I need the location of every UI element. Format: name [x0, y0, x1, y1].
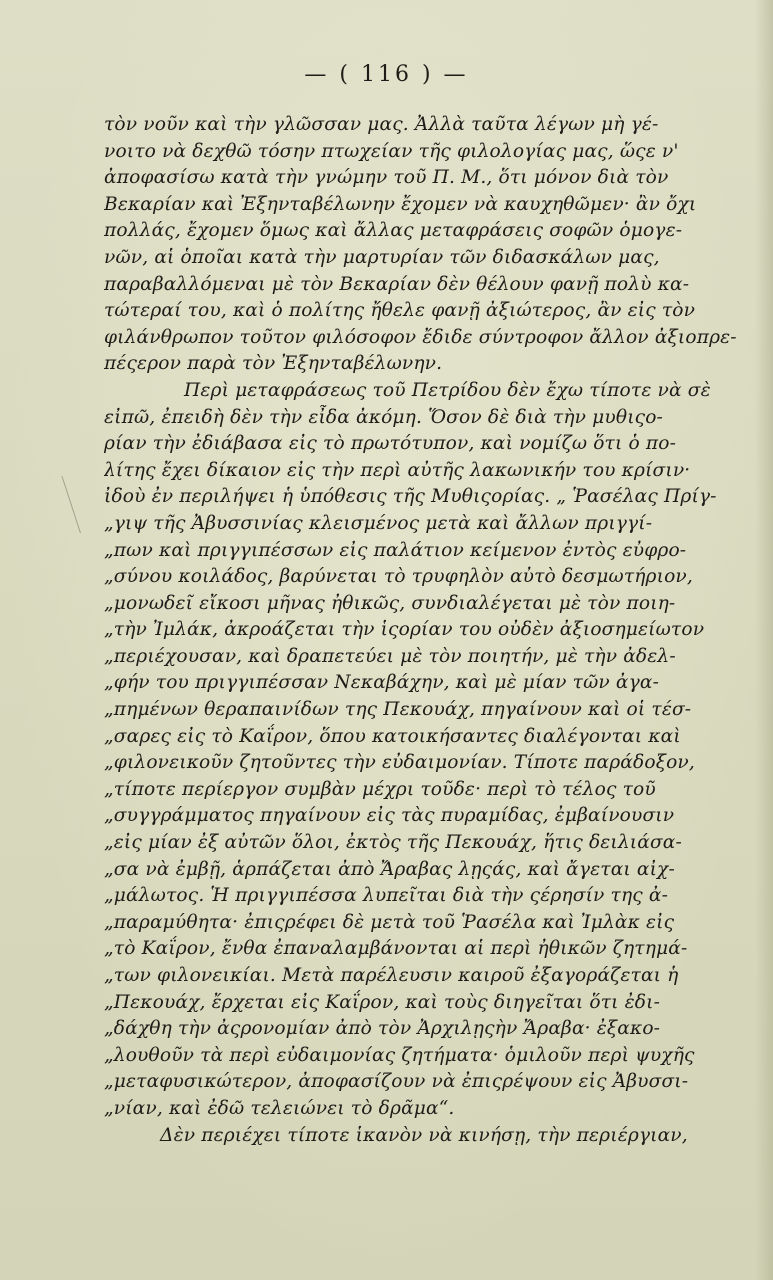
quoted-text-line: „φιλονεικοῦν ζητοῦντες τὴν εὐδαιμονίαν. Τίποτε παράδοξον,: [104, 752, 695, 774]
text-line: νῶν, αἱ ὁποῖαι κατὰ τὴν μαρτυρίαν τῶν διδασκάλων μας,: [104, 246, 660, 268]
quoted-text-line: „νίαν, καὶ ἐδῶ τελειώνει τὸ δρᾶμα“.: [104, 1097, 455, 1119]
quoted-text-line: „τίποτε περίεργον συμβὰν μέχρι τοῦδε· περὶ τὸ τέλος τοῦ: [104, 778, 656, 800]
quoted-text-line: „μάλωτος. Ἡ πριγγιπέσσα λυπεῖται διὰ τὴν ςέρησίν της ἀ-: [104, 885, 669, 907]
text-line: τώτεραί του, καὶ ὁ πολίτης ἤθελε φανῇ ἀξιώτερος, ἂν εἰς τὸν: [104, 300, 696, 322]
paragraph-start-line: Περὶ μεταφράσεως τοῦ Πετρίδου δὲν ἔχω τίποτε νὰ σὲ: [184, 379, 711, 401]
page-number-header: — ( 116 ) —: [304, 62, 469, 87]
quoted-text-line: „περιέχουσαν, καὶ δραπετεύει μὲ τὸν ποιητήν, μὲ τὴν ἀδελ-: [104, 645, 676, 667]
text-line: Βεκαρίαν καὶ Ἐξηνταβέλωνην ἔχομεν νὰ καυχηθῶμεν· ἂν ὄχι: [104, 193, 697, 215]
quoted-text-line: „παραμύθητα· ἐπιςρέφει δὲ μετὰ τοῦ Ῥασέλα καὶ Ἰμλὰκ εἰς: [104, 911, 675, 933]
quoted-text-line: „μονωδεῖ εἴκοσι μῆνας ἠθικῶς, συνδιαλέγεται μὲ τὸν ποιη-: [104, 592, 676, 614]
quoted-text-line: „πων καὶ πριγγιπέσσων εἰς παλάτιον κείμενον ἐντὸς εὐφρο-: [104, 539, 687, 561]
text-line: λίτης ἔχει δίκαιον εἰς τὴν περὶ αὐτῆς λακωνικήν του κρίσιν·: [104, 459, 691, 481]
body-text: [104, 112, 754, 1149]
text-line: νοιτο νὰ δεχθῶ τόσην πτωχείαν τῆς φιλολογίας μας, ὥςε ν': [104, 140, 679, 162]
quoted-text-line: „λουθοῦν τὰ περὶ εὐδαιμονίας ζητήματα· ὁμιλοῦν περὶ ψυχῆς: [104, 1044, 695, 1066]
quoted-text-line: „τὴν Ἰμλάκ, ἀκροάζεται τὴν ἱςορίαν του οὐδὲν ἀξιοσημείωτον: [104, 619, 705, 641]
text-line: πέςερον παρὰ τὸν Ἐξηνταβέλωνην.: [104, 353, 443, 375]
quoted-text-line: „συγγράμματος πηγαίνουν εἰς τὰς πυραμίδας, ἐμβαίνουσιν: [104, 805, 675, 827]
text-line: ἰδοὺ ἐν περιλήψει ἡ ὑπόθεσις τῆς Μυθιςορίας. „ Ῥασέλας Πρίγ-: [104, 486, 717, 508]
text-line: τὸν νοῦν καὶ τὴν γλῶσσαν μας. Ἀλλὰ ταῦτα λέγων μὴ γέ-: [104, 114, 659, 135]
quoted-text-line: „σα νὰ ἐμβῇ, ἁρπάζεται ἀπὸ Ἄραβας λῃςάς, καὶ ἄγεται αἰχ-: [104, 858, 675, 880]
quoted-text-line: „γιψ τῆς Ἀβυσσινίας κλεισμένος μετὰ καὶ ἄλλων πριγγί-: [104, 512, 653, 534]
quoted-text-line: „των φιλονεικίαι. Μετὰ παρέλευσιν καιροῦ ἐξαγοράζεται ἡ: [104, 965, 679, 986]
quoted-text-line: „δάχθη τὴν ἀςρονομίαν ἀπὸ τὸν Ἀρχιλῃςὴν Ἄραβα· ἐξακο-: [104, 1018, 661, 1040]
margin-pencil-mark: [61, 467, 109, 534]
text-line: εἰπῶ, ἐπειδὴ δὲν τὴν εἶδα ἀκόμη. Ὅσον δὲ διὰ τὴν μυθιςο-: [104, 406, 663, 428]
quoted-text-line: „σαρες εἰς τὸ Καΐρον, ὅπου κατοικήσαντες διαλέγονται καὶ: [104, 725, 681, 747]
page-edge-shadow: [755, 0, 773, 1280]
text-line: ἀποφασίσω κατὰ τὴν γνώμην τοῦ Π. Μ., ὅτι μόνον διὰ τὸν: [104, 167, 669, 189]
quoted-text-line: „εἰς μίαν ἐξ αὐτῶν ὅλοι, ἐκτὸς τῆς Πεκουάχ, ἥτις δειλιάσα-: [104, 832, 682, 854]
quoted-text-line: „μεταφυσικώτερον, ἀποφασίζουν νὰ ἐπιςρέψουν εἰς Ἀβυσσι-: [104, 1071, 689, 1093]
text-line: πολλάς, ἔχομεν ὅμως καὶ ἄλλας μεταφράσεις σοφῶν ὁμογε-: [104, 220, 683, 242]
text-line: φιλάνθρωπον τοῦτον φιλόσοφον ἔδιδε σύντροφον ἄλλον ἀξιοπρε-: [104, 326, 737, 348]
quoted-text-line: „τὸ Καΐρον, ἔνθα ἐπαναλαμβάνονται αἱ περὶ ἠθικῶν ζητημά-: [104, 938, 688, 960]
paragraph-start-line: Δὲν περιέχει τίποτε ἱκανὸν νὰ κινήσῃ, τὴν περιέργιαν,: [160, 1124, 688, 1146]
quoted-text-line: „πημένων θεραπαινίδων της Πεκουάχ, πηγαίνουν καὶ οἱ τέσ-: [104, 699, 692, 721]
quoted-text-line: „σύνου κοιλάδος, βαρύνεται τὸ τρυφηλὸν αὐτὸ δεσμωτήριον,: [104, 566, 693, 588]
text-line: ρίαν τὴν ἐδιάβασα εἰς τὸ πρωτότυπον, καὶ νομίζω ὅτι ὁ πο-: [104, 433, 677, 455]
quoted-text-line: „Πεκουάχ, ἔρχεται εἰς Καΐρον, καὶ τοὺς διηγεῖται ὅτι ἐδι-: [104, 991, 661, 1013]
quoted-text-line: „φήν του πριγγιπέσσαν Νεκαβάχην, καὶ μὲ μίαν τῶν ἀγα-: [104, 672, 660, 694]
text-line: παραβαλλόμεναι μὲ τὸν Βεκαρίαν δὲν θέλουν φανῇ πολὺ κα-: [104, 273, 690, 295]
